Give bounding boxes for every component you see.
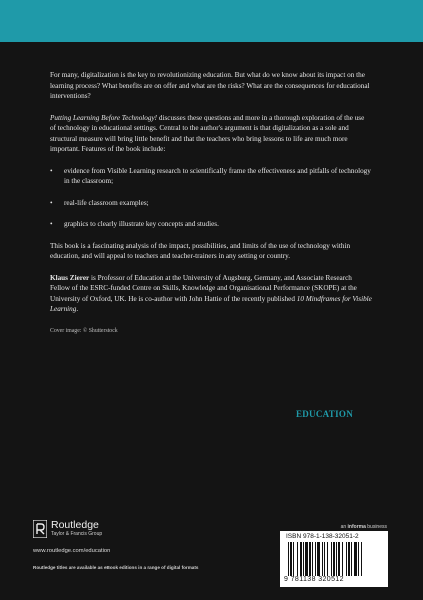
bullet-symbol: •	[50, 166, 53, 175]
top-color-band	[0, 0, 423, 42]
intro-paragraph: For many, digitalization is the key to revolutionizing education. But what do we know about its impact on the learning process? What benefits are on offer and what are the risks? What are the consequences for educational interventions?	[50, 71, 370, 100]
feature-text: real-life classroom examples;	[64, 198, 149, 207]
description-text: discusses these questions and more in a thorough exploration of the use of technology in educational settings. Central to the author's argument is that digitalization as a sole and structural measure will bring little benefit and that the teachers who bring lessons to life are much more important. Features of the book include:	[50, 113, 365, 153]
feature-item	[50, 198, 372, 209]
author-bio-end: .	[76, 305, 79, 313]
summary-paragraph: This book is a fascinating analysis of the impact, possibilities, and limits of the use of technology within education, and will appeal to teachers and teacher-trainers in any setting or country.	[50, 241, 351, 260]
barcode-icon	[286, 542, 382, 576]
features-list	[50, 166, 372, 230]
feature-item	[50, 166, 372, 187]
informa-suffix: business	[365, 524, 387, 530]
routledge-logo-icon	[33, 520, 47, 538]
author-other-book: 10 Mindframes for Visible Learning	[50, 294, 372, 313]
publisher-name: Routledge	[51, 519, 99, 531]
isbn-label: ISBN 978-1-138-32051-2	[286, 533, 359, 540]
feature-text: graphics to clearly illustrate key concepts and studies.	[64, 220, 219, 228]
ebook-availability-note: Routledge titles are available as eBook editions in a range of digital formats	[33, 565, 199, 570]
publisher-logo	[33, 520, 102, 538]
publisher-website: www.routledge.com/education	[33, 548, 111, 554]
feature-text: evidence from Visible Learning research to scientifically frame the effectiveness and pitfalls of technology in the classroom;	[64, 166, 371, 185]
bullet-symbol: •	[50, 198, 53, 207]
subject-category: EDUCATION	[295, 409, 353, 419]
isbn-digits: 9 781138 320512	[284, 576, 344, 583]
feature-item	[50, 219, 372, 230]
cover-credit: Cover image: © Shutterstock	[50, 327, 118, 334]
author-name: Klaus Zierer	[50, 273, 90, 282]
back-cover-text	[50, 70, 372, 336]
publisher-group: Taylor & Francis Group	[51, 531, 103, 537]
isbn-barcode	[280, 531, 388, 587]
author-bio	[50, 273, 372, 315]
book-title-italic: Putting Learning Before Technology!	[50, 113, 158, 122]
informa-prefix: an	[340, 524, 348, 530]
bullet-symbol: •	[50, 220, 53, 228]
description-paragraph	[50, 113, 372, 155]
informa-business-label	[341, 524, 387, 530]
informa-brand: informa	[347, 524, 366, 530]
author-bio-text: is Professor of Education at the University of Augsburg, Germany, and Associate Research Fellow of the ESRC-funded Centre on Skills, Knowledge and Organisational Performance (SKOPE) at the University of Oxford, UK. He is co-author with John Hattie of the recently published	[50, 273, 357, 303]
